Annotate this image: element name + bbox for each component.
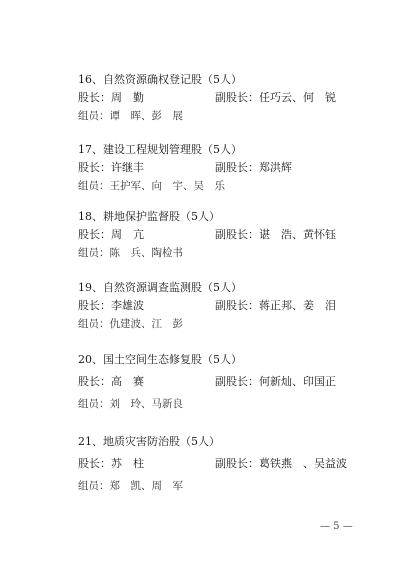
deputy-chief: 副股长：郑洪辉 (215, 161, 292, 174)
page-number: — 5 — (320, 521, 353, 532)
leader-row (78, 160, 378, 176)
section-18 (78, 209, 378, 261)
chief: 股长：苏 柱 (78, 457, 144, 470)
leader-row (78, 298, 378, 314)
chief: 股长：高 赛 (78, 375, 144, 388)
members: 组员：刘 玲、马新良 (78, 398, 183, 410)
members: 组员：谭 晖、彭 展 (78, 110, 183, 122)
members: 组员：王护军、向 宇、吴 乐 (78, 180, 225, 192)
leader-row (78, 227, 378, 243)
deputy-chief: 副股长：谌 浩、黄怀钰 (215, 228, 336, 241)
section-16 (78, 72, 378, 124)
chief: 股长：周 亢 (78, 228, 144, 241)
deputy-chief: 副股长：蒋正邦、姜 泪 (215, 299, 336, 312)
deputy-chief: 副股长：何新灿、印国正 (215, 375, 336, 388)
section-heading: 17、建设工程规划管理股（5人） (78, 143, 242, 156)
deputy-chief: 副股长：任巧云、何 锐 (215, 91, 336, 104)
leader-row (78, 456, 378, 472)
members: 组员：仇建波、江 彭 (78, 318, 183, 330)
leader-row (78, 374, 378, 390)
section-heading: 18、耕地保护监督股（5人） (78, 210, 220, 223)
chief: 股长：周 勤 (78, 91, 144, 104)
members: 组员：郑 凯、周 军 (78, 480, 183, 492)
section-heading: 21、地质灾害防治股（5人） (78, 435, 220, 448)
section-21 (78, 434, 378, 494)
section-heading: 20、国土空间生态修复股（5人） (78, 353, 242, 366)
deputy-chief: 副股长：葛铁燕 、吴益波 (215, 457, 347, 470)
members: 组员：陈 兵、陶检书 (78, 247, 183, 259)
chief: 股长：许继丰 (78, 161, 144, 174)
chief: 股长：李雄波 (78, 299, 144, 312)
leader-row (78, 90, 378, 106)
section-17 (78, 142, 378, 194)
section-19 (78, 280, 378, 332)
section-heading: 19、自然资源调查监测股（5人） (78, 281, 242, 294)
section-20 (78, 352, 378, 412)
section-heading: 16、自然资源确权登记股（5人） (78, 73, 242, 86)
